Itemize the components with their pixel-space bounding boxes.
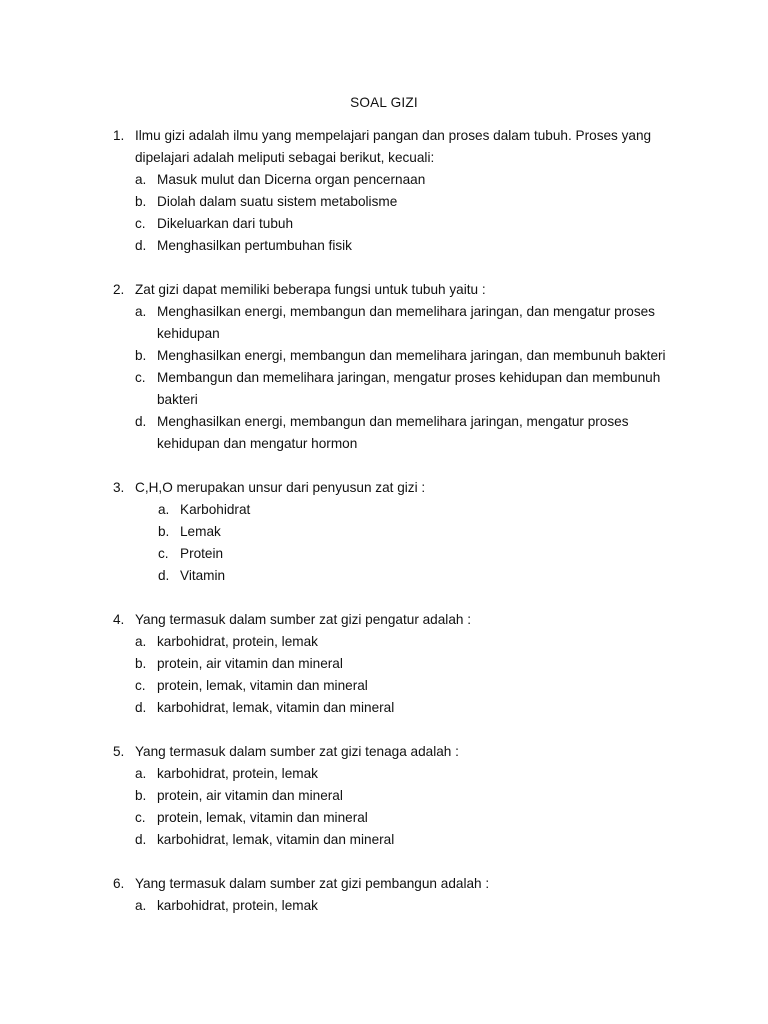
option-letter: a. (135, 634, 147, 649)
option-letter: b. (135, 788, 147, 803)
option-c (0, 213, 768, 235)
question-number: 3. (113, 480, 125, 495)
option-d (0, 829, 768, 851)
option-text: Menghasilkan energi, membangun dan memelihara jaringan, mengatur proses kehidupan dan mengatur hormon (157, 414, 629, 451)
option-a (0, 895, 768, 917)
question-2 (0, 279, 768, 455)
option-letter: d. (135, 238, 147, 253)
question-5 (0, 741, 768, 851)
option-text: karbohidrat, protein, lemak (157, 634, 318, 649)
option-text: protein, lemak, vitamin dan mineral (157, 678, 368, 693)
option-text: Menghasilkan pertumbuhan fisik (157, 238, 352, 253)
option-c (0, 543, 768, 565)
option-b (0, 521, 768, 543)
option-letter: b. (135, 348, 147, 363)
option-letter: b. (158, 524, 170, 539)
option-text: Diolah dalam suatu sistem metabolisme (157, 194, 398, 209)
option-letter: a. (135, 766, 147, 781)
option-d (0, 411, 768, 455)
option-d (0, 565, 768, 587)
page-title: SOAL GIZI (350, 95, 418, 110)
option-d (0, 697, 768, 719)
option-letter: d. (158, 568, 170, 583)
question-number: 2. (113, 282, 125, 297)
option-letter: d. (135, 832, 147, 847)
option-text: karbohidrat, protein, lemak (157, 898, 318, 913)
option-a (0, 169, 768, 191)
option-text: karbohidrat, lemak, vitamin dan mineral (157, 700, 395, 715)
option-text: karbohidrat, protein, lemak (157, 766, 318, 781)
option-a (0, 631, 768, 653)
question-3 (0, 477, 768, 587)
option-text: protein, air vitamin dan mineral (157, 656, 343, 671)
question-text: Zat gizi dapat memiliki beberapa fungsi untuk tubuh yaitu : (135, 282, 486, 297)
option-letter: a. (158, 502, 170, 517)
question-list (0, 125, 768, 939)
option-text: Karbohidrat (180, 502, 251, 517)
option-letter: b. (135, 194, 147, 209)
option-text: Masuk mulut dan Dicerna organ pencernaan (157, 172, 426, 187)
option-c (0, 807, 768, 829)
question-4 (0, 609, 768, 719)
option-letter: a. (135, 304, 147, 319)
option-text: Menghasilkan energi, membangun dan memelihara jaringan, dan mengatur proses kehidupan (157, 304, 655, 341)
question-text: Yang termasuk dalam sumber zat gizi pembangun adalah : (135, 876, 490, 891)
question-number: 6. (113, 876, 125, 891)
question-number: 4. (113, 612, 125, 627)
question-number: 5. (113, 744, 125, 759)
question-6 (0, 873, 768, 917)
option-letter: a. (135, 898, 147, 913)
option-letter: a. (135, 172, 147, 187)
option-letter: c. (135, 370, 146, 385)
option-a (0, 763, 768, 785)
option-letter: b. (135, 656, 147, 671)
option-letter: c. (135, 678, 146, 693)
option-letter: c. (158, 546, 169, 561)
option-text: karbohidrat, lemak, vitamin dan mineral (157, 832, 395, 847)
option-text: Dikeluarkan dari tubuh (157, 216, 294, 231)
question-text: Yang termasuk dalam sumber zat gizi tenaga adalah : (135, 744, 459, 759)
option-b (0, 191, 768, 213)
option-text: Vitamin (180, 568, 226, 583)
option-text: protein, lemak, vitamin dan mineral (157, 810, 368, 825)
option-c (0, 367, 768, 411)
option-text: protein, air vitamin dan mineral (157, 788, 343, 803)
option-letter: c. (135, 810, 146, 825)
question-number: 1. (113, 128, 125, 143)
option-c (0, 675, 768, 697)
question-text: C,H,O merupakan unsur dari penyusun zat gizi : (135, 480, 426, 495)
option-b (0, 345, 768, 367)
question-text: Yang termasuk dalam sumber zat gizi pengatur adalah : (135, 612, 472, 627)
option-text: Menghasilkan energi, membangun dan memelihara jaringan, dan membunuh bakteri (157, 348, 666, 363)
option-text: Lemak (180, 524, 221, 539)
option-text: Protein (180, 546, 224, 561)
option-a (0, 499, 768, 521)
option-text: Membangun dan memelihara jaringan, mengatur proses kehidupan dan membunuh bakteri (157, 370, 661, 407)
option-letter: d. (135, 414, 147, 429)
option-letter: c. (135, 216, 146, 231)
option-b (0, 785, 768, 807)
question-1 (0, 125, 768, 257)
question-text: Ilmu gizi adalah ilmu yang mempelajari pangan dan proses dalam tubuh. Proses yang dipelajari adalah meliputi sebagai berikut, kecuali: (135, 128, 652, 165)
option-a (0, 301, 768, 345)
option-d (0, 235, 768, 257)
option-b (0, 653, 768, 675)
option-letter: d. (135, 700, 147, 715)
